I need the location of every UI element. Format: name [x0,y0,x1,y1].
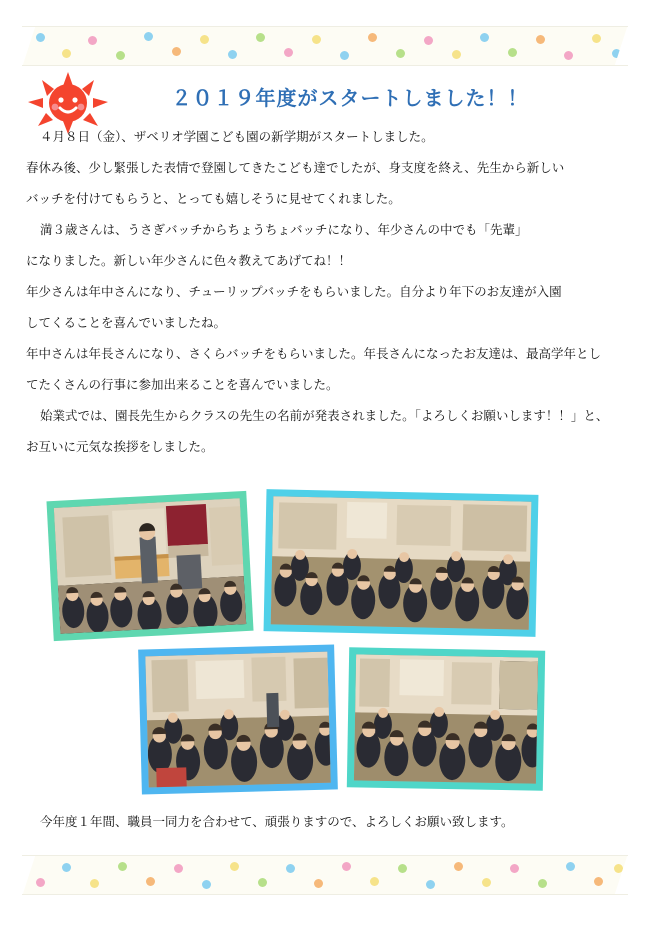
paragraph: 年中さんは年長さんになり、さくらバッチをもらいました。年長さんになったお友達は、最高学年とし [26,347,602,361]
paragraph: お互いに元気な挨拶をしました。 [26,440,214,454]
paragraph: 春休み後、少し緊張した表情で登園してきたこども達でしたが、身支度を終え、先生から新しい [26,161,565,175]
closing-paragraph: 今年度１年間、職員一同力を合わせて、頑張りますので、よろしくお願い致します。 [40,815,514,829]
paragraph: になりました。新しい年少さんに色々教えてあげてね！！ [26,254,352,268]
photo-gallery [0,484,650,804]
paragraph: ４月８日（金）、ザベリオ学園こども園の新学期がスタートしました。 [40,130,434,144]
photo-2 [264,489,539,637]
paragraph: てたくさんの行事に参加出来ることを喜んでいました。 [26,378,339,392]
paragraph: 満３歳さんは、うさぎバッチからちょうちょバッチになり、年少さんの中でも「先輩」 [40,223,528,237]
decorative-tape-top [22,26,628,66]
article-body [26,122,626,463]
paragraph: 始業式では、園長先生からクラスの先生の名前が発表されました。「よろしくお願いします！！」と、 [40,409,609,423]
photo-1 [46,491,253,641]
photo-3 [138,644,338,794]
paragraph: バッチを付けてもらうと、とっても嬉しそうに見せてくれました。 [26,192,401,206]
page-title: ２０１９年度がスタートしました！！ [171,88,529,110]
photo-4 [347,647,545,790]
decorative-tape-bottom [22,855,628,895]
paragraph: してくることを喜んでいましたね。 [26,316,227,330]
paragraph: 年少さんは年中さんになり、チューリップバッチをもらいました。自分より年下のお友達が入園 [26,285,562,299]
